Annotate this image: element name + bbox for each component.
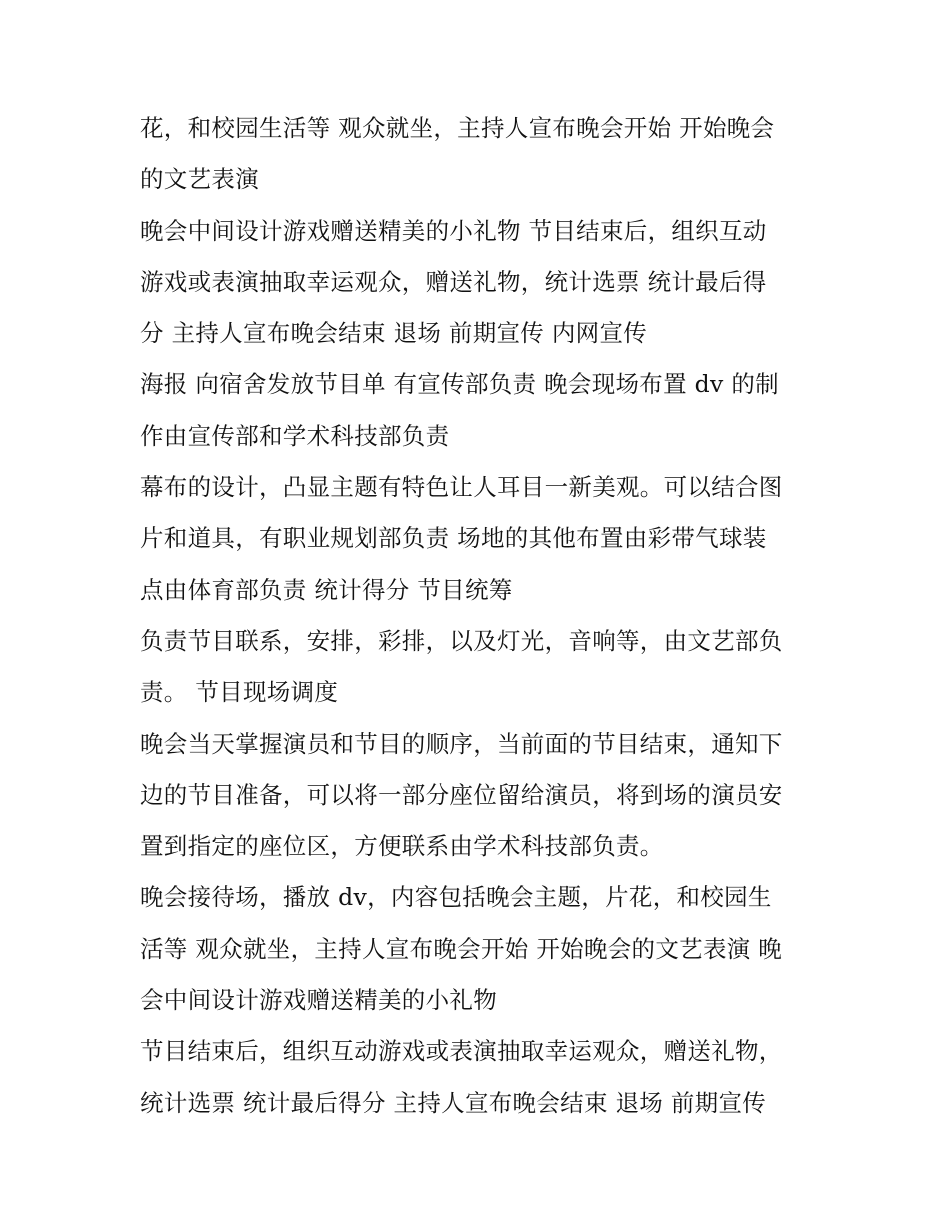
- text-line: 晚会当天掌握演员和节目的顺序，当前面的节目结束，通知下: [140, 729, 783, 758]
- text-line: 责。 节目现场调度: [140, 678, 339, 707]
- text-line: 活等 观众就坐，主持人宣布晚会开始 开始晚会的文艺表演 晚: [140, 934, 783, 963]
- text-line: 点由体育部负责 统计得分 节目统筹: [140, 575, 513, 604]
- paragraph: [140, 359, 820, 462]
- text-line: 海报 向宿舍发放节目单 有宣传部负责 晚会现场布置 dv 的制: [140, 370, 779, 399]
- text-line: 统计选票 统计最后得分 主持人宣布晚会结束 退场 前期宣传: [140, 1088, 767, 1117]
- text-line: 的文艺表演: [140, 165, 259, 194]
- text-line: 幕布的设计，凸显主题有特色让人耳目一新美观。可以结合图: [140, 473, 783, 502]
- paragraph: [140, 872, 820, 1026]
- text-line: 花，和校园生活等 观众就坐，主持人宣布晚会开始 开始晚会: [140, 114, 775, 142]
- text-line: 游戏或表演抽取幸运观众，赠送礼物，统计选票 统计最后得: [140, 267, 767, 296]
- paragraph: [140, 462, 820, 616]
- text-line: 作由宣传部和学术科技部负责: [140, 421, 450, 450]
- paragraph: [140, 719, 820, 873]
- text-line: 分 主持人宣布晚会结束 退场 前期宣传 内网宣传: [140, 319, 648, 348]
- text-line: 晚会中间设计游戏赠送精美的小礼物 节目结束后，组织互动: [140, 216, 767, 245]
- text-line: 节目结束后，组织互动游戏或表演抽取幸运观众，赠送礼物，: [140, 1037, 783, 1066]
- paragraph: [140, 616, 820, 719]
- text-line: 负责节目联系，安排，彩排，以及灯光，音响等，由文艺部负: [140, 626, 783, 655]
- text-line: 置到指定的座位区，方便联系由学术科技部负责。: [140, 832, 664, 861]
- text-line: 边的节目准备，可以将一部分座位留给演员，将到场的演员安: [140, 780, 783, 809]
- text-line: 片和道具，有职业规划部负责 场地的其他布置由彩带气球装: [140, 524, 767, 553]
- paragraph: [140, 1026, 820, 1129]
- paragraph: [140, 103, 820, 206]
- document-body: [140, 103, 820, 1129]
- text-line: 晚会接待场，播放 dv，内容包括晚会主题，片花，和校园生: [140, 883, 772, 912]
- text-line: 会中间设计游戏赠送精美的小礼物: [140, 986, 497, 1015]
- paragraph: [140, 206, 820, 360]
